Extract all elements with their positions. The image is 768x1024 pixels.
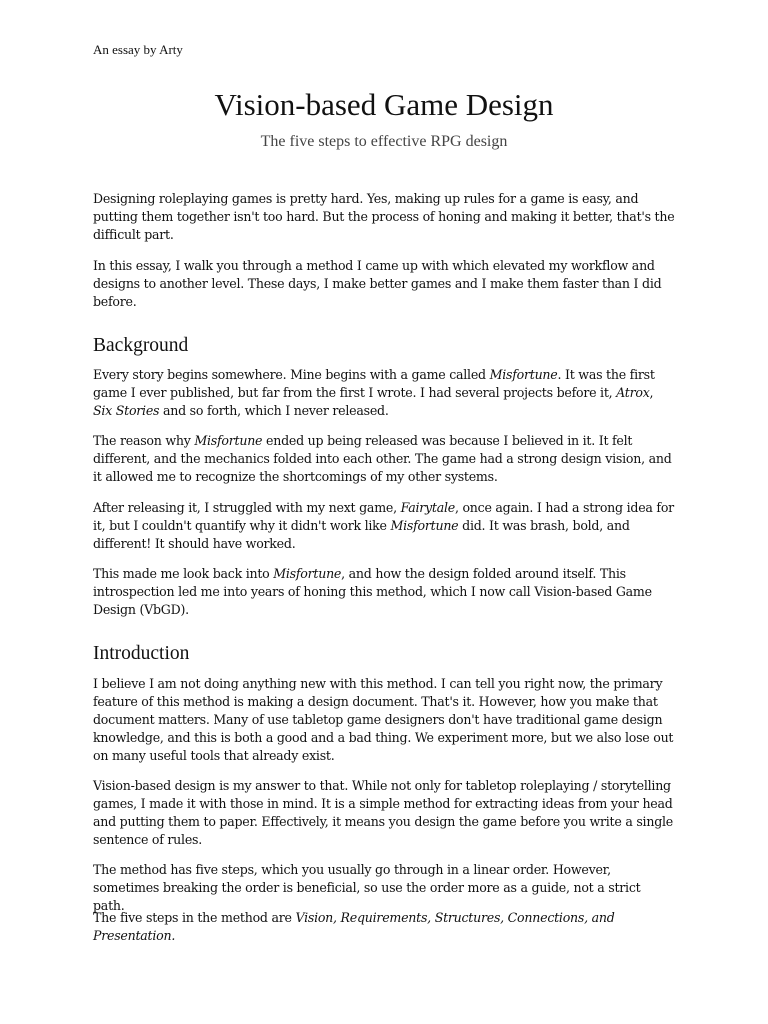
introduction-paragraph-2: Vision-based design is my answer to that. While not only for tabletop roleplaying / storytelling games, I made it with those in mind. It is a simple method for extracting ideas from your head and putting them to paper. Effectively, it means you design the game before you write a single sentence of rules. <box>93 778 673 847</box>
introduction-paragraph-1: I believe I am not doing anything new with this method. I can tell you right now, the primary feature of this method is making a design document. That's it. However, how you make that document matters. Many of use tabletop game designers don't have traditional game design knowledge, and this is both a good and a bad thing. We experiment more, but we also lose out on many useful tools that already exist. <box>93 676 674 763</box>
text-run: , once again. I had a strong idea for it, but I couldn't quantify why it didn't work like <box>93 500 674 533</box>
background-paragraph-2 <box>93 432 675 486</box>
background-p2-block <box>93 432 675 486</box>
background-p1-block <box>93 366 675 420</box>
background-heading-block <box>93 334 675 358</box>
text-run: Every story begins somewhere. Mine begins with a game called <box>93 367 490 382</box>
text-run: , <box>649 385 654 400</box>
background-paragraph-3 <box>93 499 675 553</box>
byline: An essay by Arty <box>93 42 183 57</box>
text-run: The five steps in the method are <box>93 910 296 925</box>
intro-p2-block <box>93 257 675 311</box>
intro-paragraph-1: Designing roleplaying games is pretty hard. Yes, making up rules for a game is easy, and putting them together isn't too hard. But the process of honing and making it better, that's the difficult part. <box>93 191 675 242</box>
text-run: After releasing it, I struggled with my next game, <box>93 500 401 515</box>
text-run: This made me look back into <box>93 566 274 581</box>
text-run: The reason why <box>93 433 195 448</box>
background-paragraph-4 <box>93 565 675 619</box>
five-steps-list: Vision, Requirements, Structures, Connections, and Presentation. <box>93 910 615 943</box>
text-run: did. It was brash, bold, and different! It should have worked. <box>93 518 630 551</box>
introduction-p4-block <box>93 909 675 945</box>
game-title-fairytale: Fairytale <box>400 500 455 515</box>
background-p3-block <box>93 499 675 553</box>
text-run: and so forth, which I never released. <box>159 403 389 418</box>
game-title-six-stories: Six Stories <box>93 403 160 418</box>
text-run: . It was the first game I ever published, but far from the first I wrote. I had several projects before it, <box>93 367 655 400</box>
document-subtitle: The five steps to effective RPG design <box>260 133 508 150</box>
introduction-heading: Introduction <box>93 643 190 664</box>
text-run: ended up being released was because I believed in it. It felt different, and the mechanics folded into each other. The game had a strong design vision, and it allowed me to recognize the shortcomings of my other systems. <box>93 433 672 484</box>
game-title-misfortune: Misfortune <box>489 367 558 382</box>
text-run: , and how the design folded around itself. This introspection led me into years of honing this method, which I now call Vision-based Game Design (VbGD). <box>93 566 652 617</box>
introduction-p3-block <box>93 861 675 915</box>
introduction-p1-block <box>93 675 675 765</box>
background-heading: Background <box>93 335 189 356</box>
document-title: Vision-based Game Design <box>214 87 554 122</box>
introduction-p2-block <box>93 777 675 849</box>
introduction-heading-block <box>93 642 675 666</box>
background-paragraph-1 <box>93 366 675 420</box>
intro-paragraph-2: In this essay, I walk you through a method I came up with which elevated my workflow and designs to another level. These days, I make better games and I make them faster than I did before. <box>93 258 662 309</box>
introduction-paragraph-4 <box>93 909 675 945</box>
introduction-paragraph-3: The method has five steps, which you usually go through in a linear order. However, sometimes breaking the order is beneficial, so use the order more as a guide, not a strict path. <box>93 862 641 913</box>
game-title-misfortune: Misfortune <box>390 518 459 533</box>
background-p4-block <box>93 565 675 619</box>
game-title-misfortune: Misfortune <box>194 433 263 448</box>
intro-p1-block <box>93 190 675 244</box>
game-title-misfortune: Misfortune <box>273 566 342 581</box>
game-title-atrox: Atrox <box>616 385 650 400</box>
